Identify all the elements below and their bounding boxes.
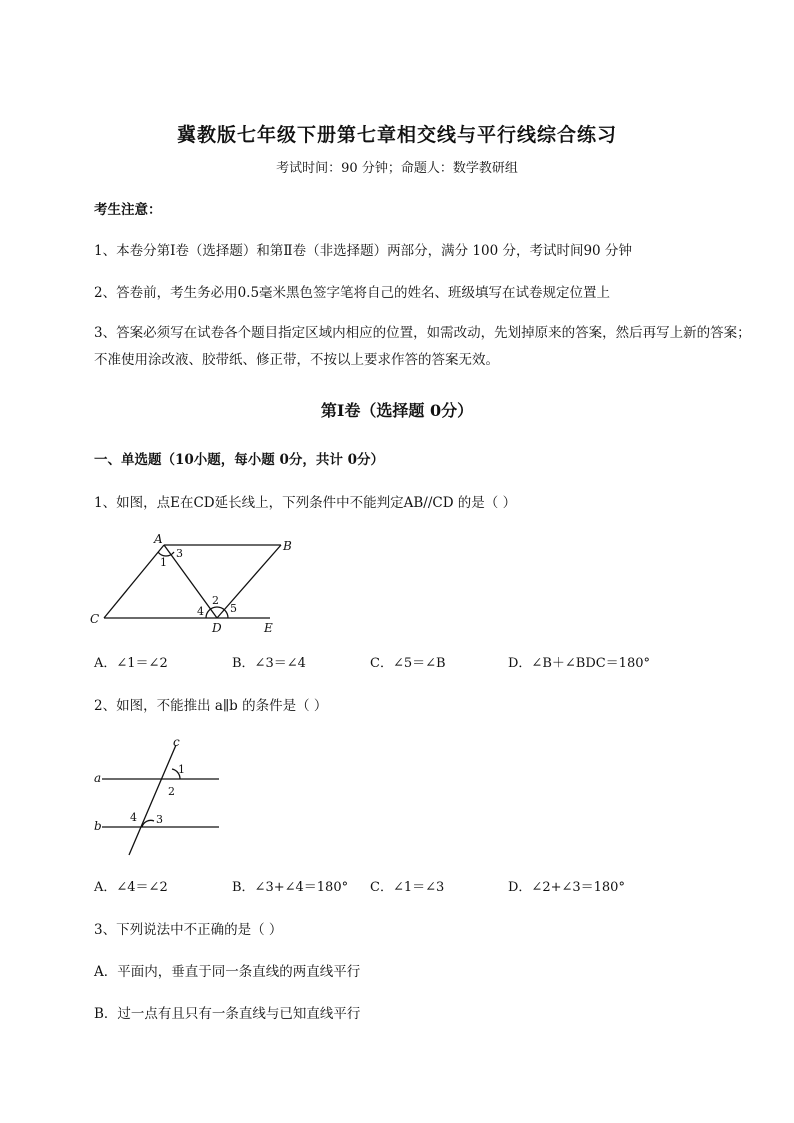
q3-option-b[interactable]: B．过一点有且只有一条直线与已知直线平行	[94, 1006, 361, 1022]
exam-info: 考试时间：90 分钟；命题人：数学教研组	[276, 161, 518, 176]
q2-option-b[interactable]: B．∠3+∠4＝180°	[232, 880, 349, 895]
q1-option-a[interactable]: A．∠1＝∠2	[94, 656, 168, 671]
question-1-stem: 1、如图，点E在CD延长线上，下列条件中不能判定AB//CD 的是（ ）	[94, 495, 517, 511]
angle-1-label: 1	[160, 556, 167, 569]
line-a-label: a	[94, 771, 102, 785]
notice-item-1: 1、本卷分第Ⅰ卷（选择题）和第Ⅱ卷（非选择题）两部分，满分 100 分，考试时间90 分钟	[94, 243, 632, 259]
angle-1-label: 1	[178, 763, 185, 776]
notice-item-2: 2、答卷前，考生务必用0.5毫米黑色签字笔将自己的姓名、班级填写在试卷规定位置上	[94, 285, 611, 301]
point-c-label: C	[90, 612, 100, 626]
q2-option-a[interactable]: A．∠4＝∠2	[94, 880, 168, 895]
point-e-label: E	[264, 621, 273, 635]
point-d-label: D	[212, 621, 222, 635]
angle-5-label: 5	[230, 602, 237, 615]
q1-option-d[interactable]: D．∠B＋∠BDC＝180°	[508, 656, 650, 671]
angle-2-label: 2	[168, 785, 175, 798]
question-3-stem: 3、下列说法中不正确的是（ ）	[94, 922, 283, 938]
question-2-stem: 2、如图，不能推出 a∥b 的条件是（ ）	[94, 698, 328, 714]
question-2-figure	[88, 735, 228, 860]
line-c-label: c	[173, 735, 180, 749]
notice-heading: 考生注意：	[94, 202, 162, 218]
line-b-label: b	[94, 819, 102, 833]
point-a-label: A	[154, 532, 163, 546]
q1-option-c[interactable]: C．∠5＝∠B	[370, 656, 446, 671]
angle-4-label: 4	[130, 811, 137, 824]
angle-4-label: 4	[197, 605, 204, 618]
angle-3-label: 3	[176, 547, 183, 560]
part-heading: 一、单选题（10小题，每小题 0分，共计 0分）	[94, 452, 384, 468]
page-title: 冀教版七年级下册第七章相交线与平行线综合练习	[176, 124, 617, 146]
q3-option-a[interactable]: A．平面内，垂直于同一条直线的两直线平行	[94, 964, 361, 980]
angle-3-label: 3	[156, 813, 163, 826]
point-b-label: B	[283, 539, 292, 553]
notice-item-3: 3、答案必须写在试卷各个题目指定区域内相应的位置，如需改动，先划掉原来的答案，然后再写上新的答案；不准使用涂改液、胶带纸、修正带，不按以上要求作答的答案无效。	[94, 325, 751, 368]
question-1-figure	[88, 530, 292, 640]
angle-2-label: 2	[212, 594, 219, 607]
q2-option-c[interactable]: C．∠1＝∠3	[370, 880, 445, 895]
q1-option-b[interactable]: B．∠3＝∠4	[232, 656, 306, 671]
q2-option-d[interactable]: D．∠2+∠3＝180°	[508, 880, 625, 895]
section-title: 第Ⅰ卷（选择题 0分）	[320, 401, 474, 420]
